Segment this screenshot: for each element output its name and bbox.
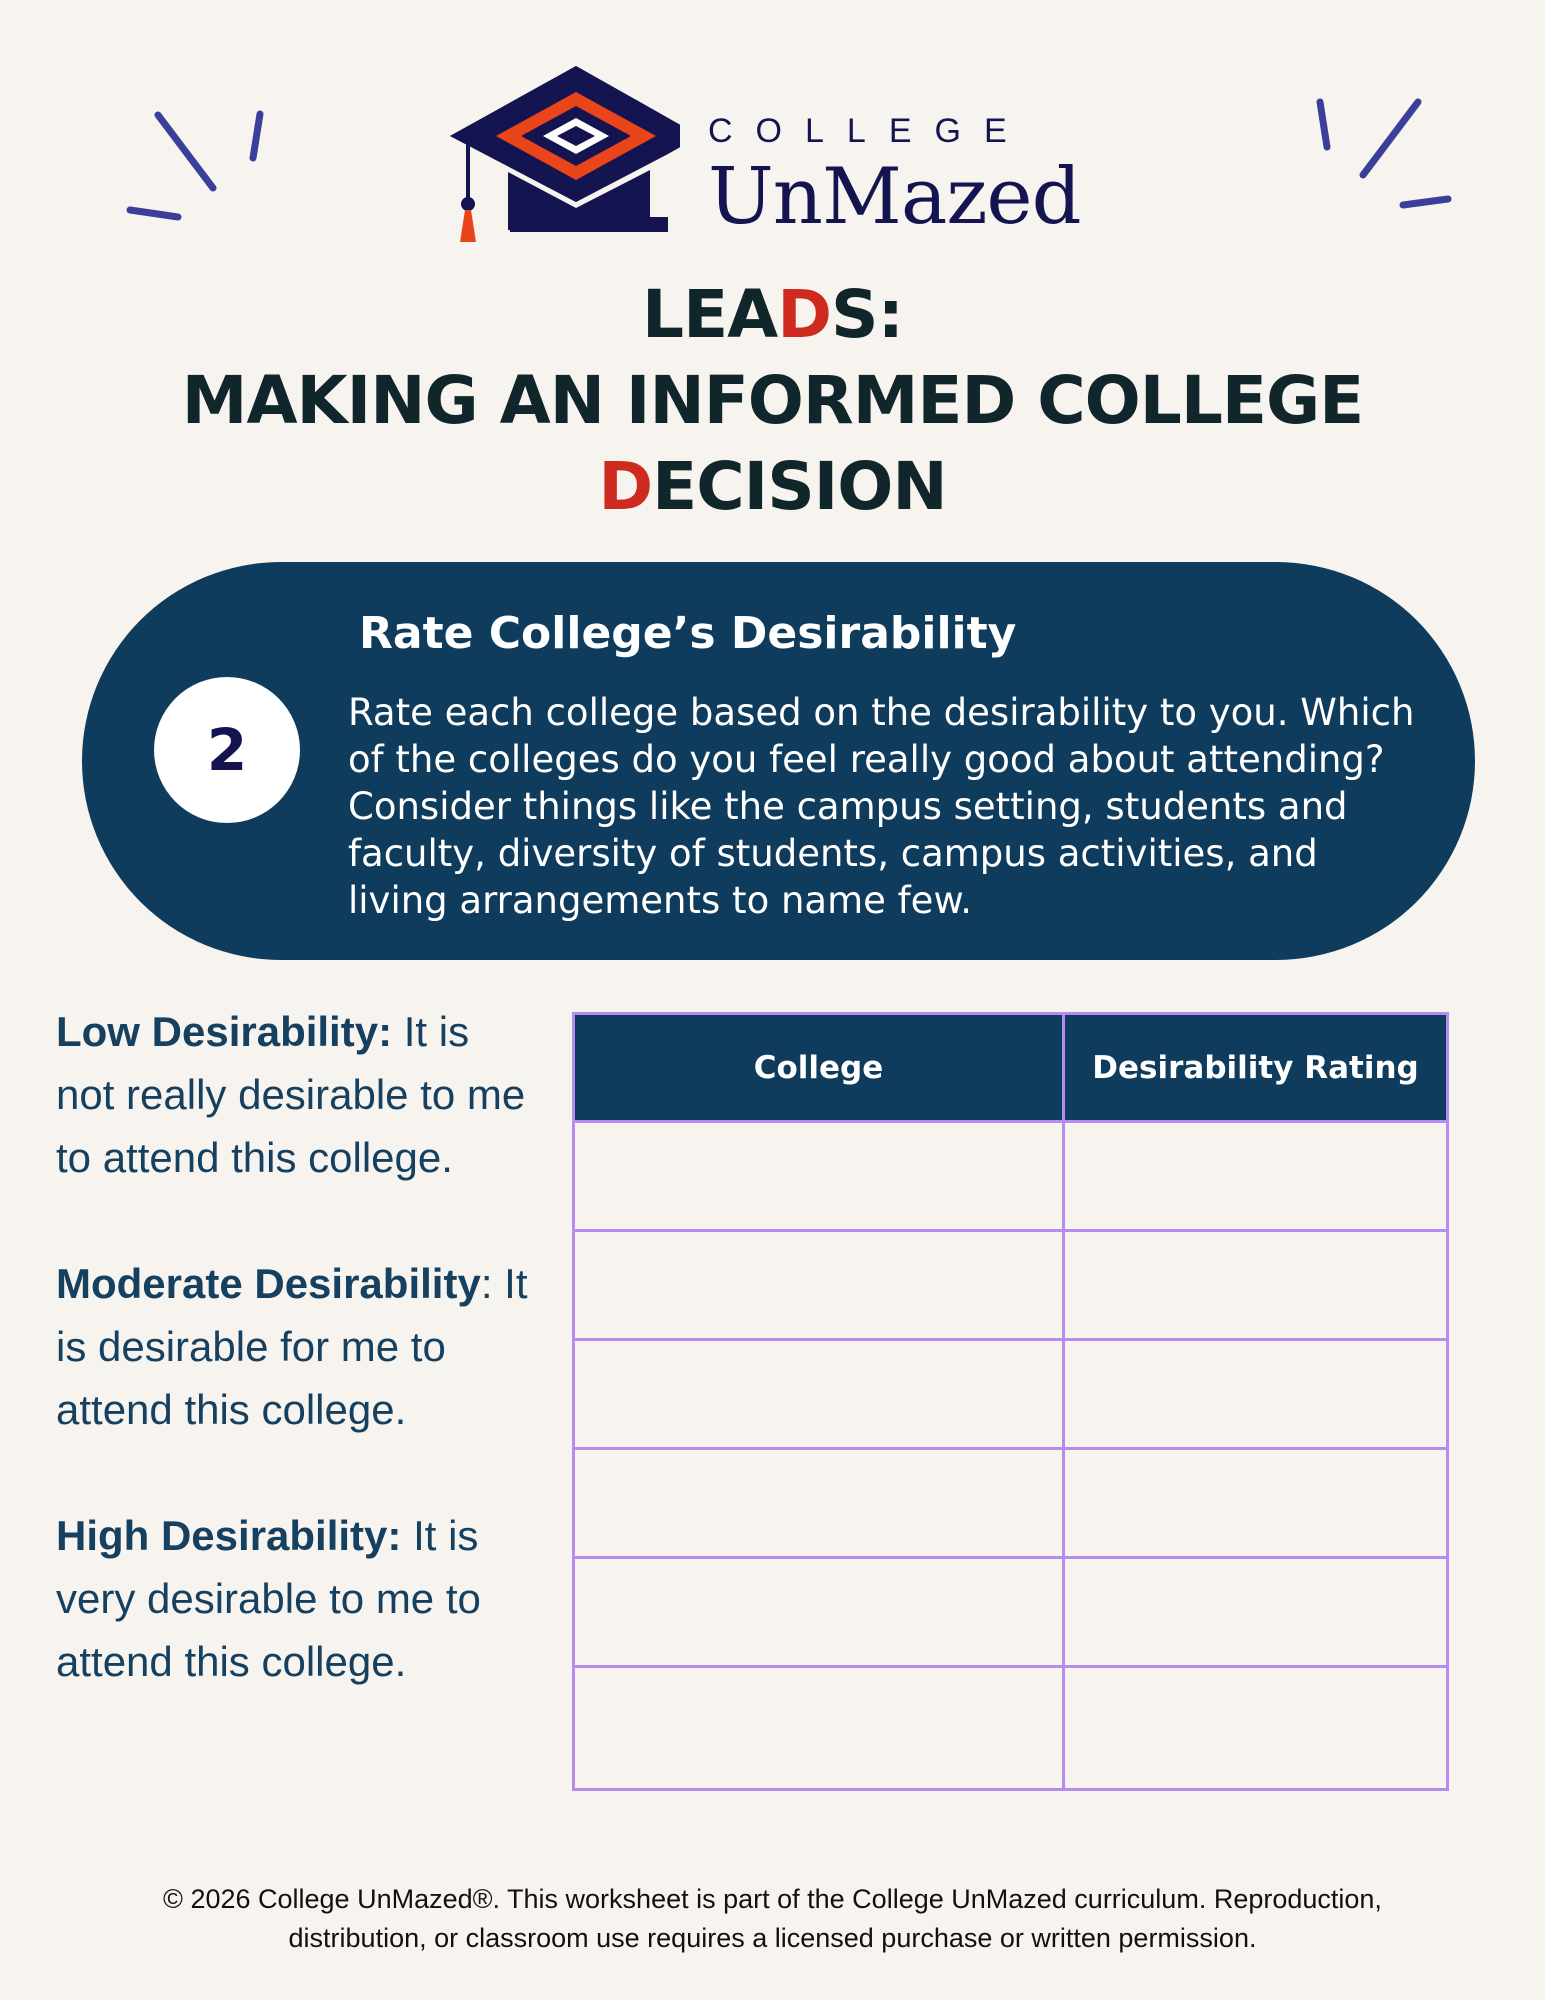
college-cell[interactable]	[574, 1449, 1064, 1558]
college-cell[interactable]	[574, 1340, 1064, 1449]
table-row	[574, 1558, 1448, 1667]
rating-cell[interactable]	[1064, 1558, 1448, 1667]
brand-name-bottom: UnMazed	[708, 152, 1081, 242]
rating-cell[interactable]	[1064, 1667, 1448, 1790]
college-rating-table	[572, 1012, 1449, 1791]
rating-cell[interactable]	[1064, 1231, 1448, 1340]
legend-high: High Desirability: It is very desirable to me to attend this college.	[56, 1512, 481, 1685]
rating-column-header: Desirability Rating	[1064, 1014, 1448, 1122]
title-line-1: LEADS:	[642, 276, 903, 353]
right-spark-icon	[1300, 90, 1460, 220]
desirability-legend	[56, 1000, 536, 1756]
step-instructions-banner	[82, 562, 1475, 960]
table-row	[574, 1449, 1448, 1558]
step-description: Rate each college based on the desirability to you. Which of the colleges do you feel really good about attending? Consider things like the campus setting, students and faculty, diversity of students, campus activities, and living arrangements to name few.	[348, 691, 1415, 922]
table-header-row	[574, 1014, 1448, 1122]
table-row	[574, 1340, 1448, 1449]
footer-line-1: © 2026 College UnMazed®. This worksheet is part of the College UnMazed curriculum. Reproduction,	[163, 1884, 1382, 1914]
rating-cell[interactable]	[1064, 1449, 1448, 1558]
footer-line-2: distribution, or classroom use requires a licensed purchase or written permission.	[288, 1923, 1257, 1953]
brand-name-top: COLLEGE	[708, 112, 1030, 150]
rating-cell[interactable]	[1064, 1340, 1448, 1449]
left-spark-icon	[120, 100, 280, 230]
legend-low: Low Desirability: It is not really desirable to me to attend this college.	[56, 1008, 526, 1181]
table-row	[574, 1667, 1448, 1790]
title-line-3: DECISION	[598, 448, 947, 525]
step-heading: Rate College’s Desirability	[359, 608, 1017, 659]
college-cell[interactable]	[574, 1667, 1064, 1790]
legend-moderate: Moderate Desirability: It is desirable for me to attend this college.	[56, 1260, 528, 1433]
college-cell[interactable]	[574, 1558, 1064, 1667]
college-unmazed-logo	[450, 62, 1081, 247]
college-column-header: College	[574, 1014, 1064, 1122]
college-cell[interactable]	[574, 1122, 1064, 1231]
copyright-footer	[0, 1880, 1545, 1958]
title-line-2: MAKING AN INFORMED COLLEGE	[181, 362, 1364, 439]
college-cell[interactable]	[574, 1231, 1064, 1340]
table-row	[574, 1231, 1448, 1340]
rating-cell[interactable]	[1064, 1122, 1448, 1231]
graduation-cap-logo-icon	[450, 62, 680, 247]
table-row	[574, 1122, 1448, 1231]
step-number-badge: 2	[154, 677, 300, 823]
page-title	[0, 272, 1545, 530]
